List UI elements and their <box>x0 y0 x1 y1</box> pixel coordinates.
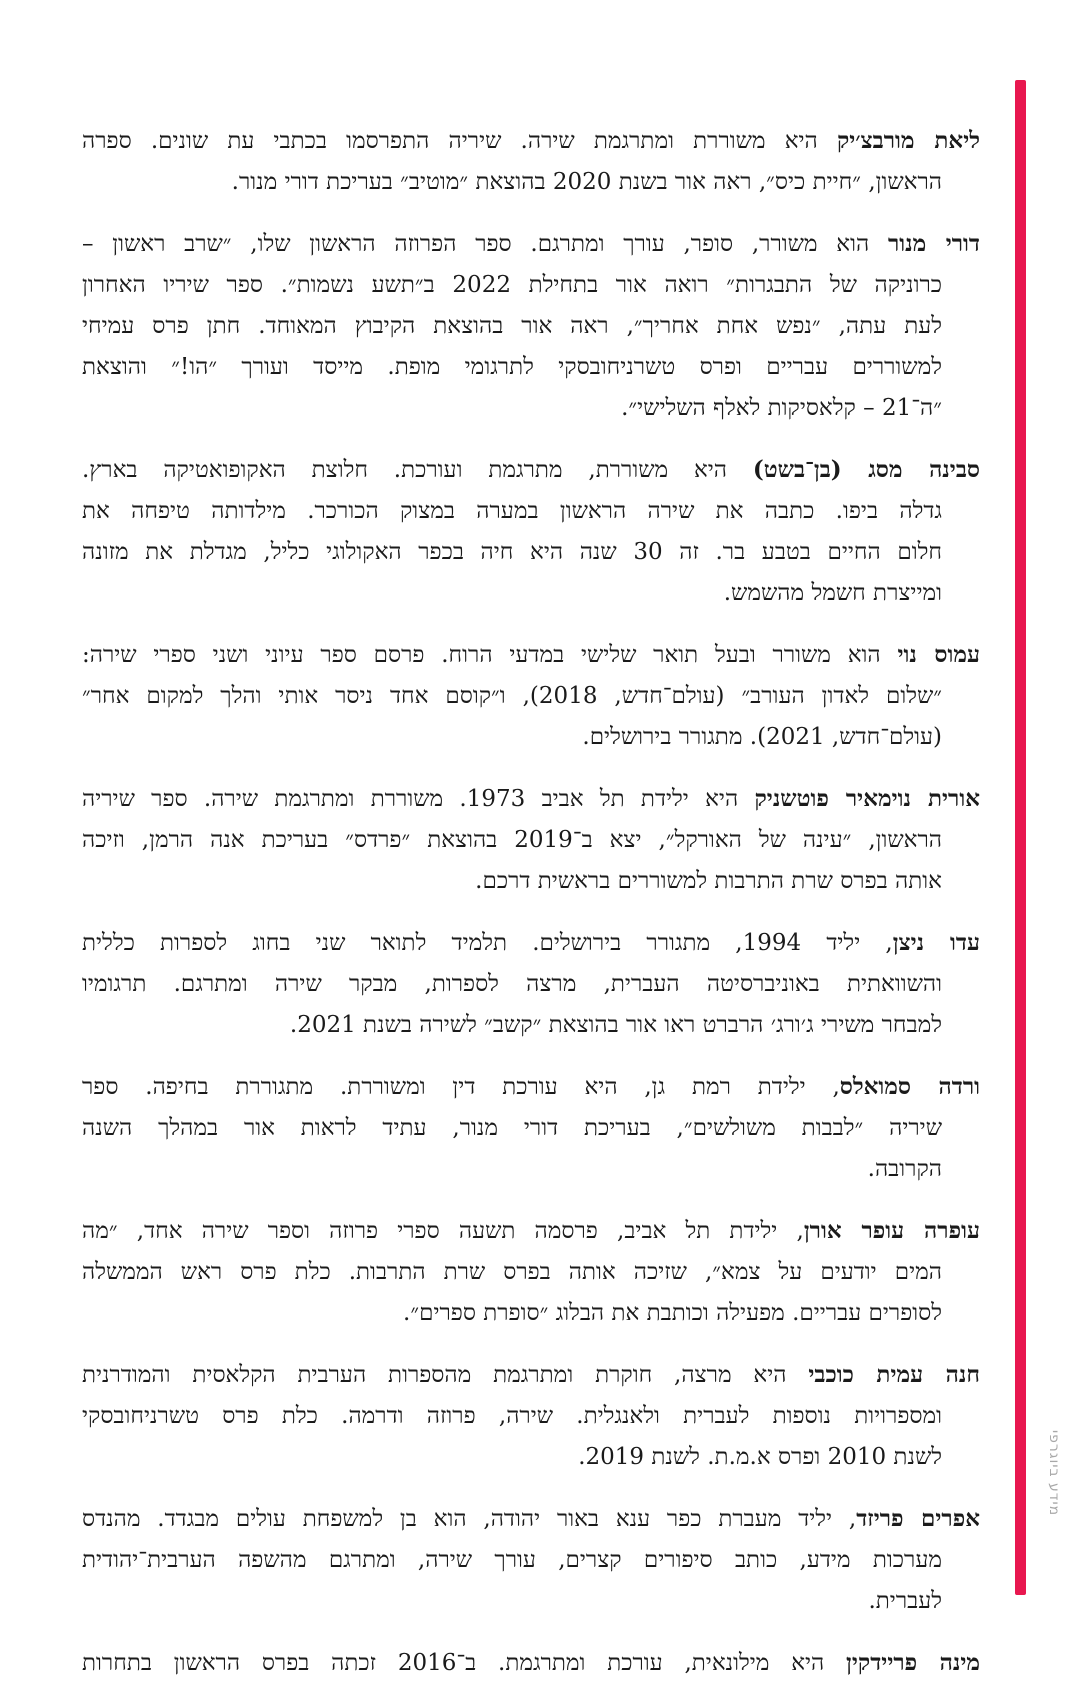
bio-line <box>82 347 980 388</box>
bio-line <box>82 1437 980 1478</box>
bio-line <box>82 676 980 717</box>
bio-name: עמוס נוי <box>897 641 980 668</box>
bio-paragraph <box>82 449 980 614</box>
bio-text: , יליד 1994, מתגורר בירושלים. תלמיד לתואר שני בחוג לספרות כללית <box>82 930 893 956</box>
bio-text: הראשון, ״חיית כיס״, ראה אור בשנת 2020 בהוצאת ״מוטיב״ בעריכת דורי מנור. <box>231 169 942 195</box>
bio-text: היא מרצה, חוקרת ומתרגמת מהספרות הערבית הקלאסית והמודרנית <box>82 1362 809 1388</box>
bio-paragraph <box>82 1354 980 1478</box>
bio-text: לסופרים עבריים. מפעילה וכותבת את הבלוג ״סופרת ספרים״. <box>403 1300 942 1326</box>
bio-line <box>82 717 980 758</box>
bio-text: אותה בפרס שרת התרבות למשוררים בראשית דרכם. <box>475 868 942 894</box>
bio-text: הראשון, ״עינה של האורקל״, יצא ב־2019 בהוצאת ״פרדס״ בעריכת אנה הרמן, וזיכה <box>82 827 942 853</box>
bio-text: הקרובה. <box>867 1156 942 1182</box>
bio-name: חנה עמית כוכבי <box>808 1361 981 1388</box>
bio-line <box>82 388 980 429</box>
bio-name: עופרה עופר אורן <box>803 1217 980 1244</box>
bio-line <box>82 778 980 820</box>
bio-line <box>82 1396 980 1437</box>
bio-text: לשנת 2010 ופרס א.מ.ת. לשנת 2019. <box>578 1444 942 1470</box>
bio-line <box>82 1108 980 1149</box>
bio-text: והשוואתית באוניברסיטה העברית, מרצה לספרות, מבקר שירה ומתרגם. תרגומיו <box>82 971 942 997</box>
bio-line <box>82 223 980 265</box>
bio-line <box>82 634 980 676</box>
bio-name: סבינה מסג (בן־בשט) <box>752 456 980 483</box>
bio-line <box>82 1252 980 1293</box>
bio-line <box>82 532 980 573</box>
bio-line <box>82 1581 980 1622</box>
bio-paragraph <box>82 778 980 902</box>
bio-name: ורדה סמואלס <box>839 1073 981 1100</box>
bio-line <box>82 964 980 1005</box>
bio-line <box>82 1642 980 1684</box>
bio-text: מערכות מידע, כותב סיפורים קצרים, עורך שירה, ומתרגם מהשפה הערבית־יהודית <box>82 1547 942 1573</box>
bio-text: חלום החיים בטבע בר. זה 30 שנה היא חיה בכפר האקולוגי כליל, מגדלת את מזונה <box>82 539 942 565</box>
bio-line <box>82 449 980 491</box>
bio-line <box>82 162 980 203</box>
margin-note: מידע ביוגרפי <box>1046 1430 1062 1517</box>
bio-text: כרוניקה של התבגרות״ רואה אור בתחילת 2022 ב״תשע נשמות״. ספר שיריו האחרון <box>82 272 943 298</box>
bio-line <box>82 120 980 162</box>
bio-name: אורית נוימאיר פוטשניק <box>754 785 980 812</box>
bio-text: היא מילונאית, עורכת ומתרגמת. ב־2016 זכתה בפרס הראשון בתחרות <box>82 1650 847 1676</box>
bio-paragraph <box>82 634 980 758</box>
bio-line <box>82 265 980 306</box>
bio-line <box>82 1149 980 1190</box>
bio-paragraph <box>82 120 980 203</box>
bio-paragraph <box>82 1210 980 1334</box>
bio-text: הוא משורר ובעל תואר שלישי במדעי הרוח. פרסם ספר עיוני ושני ספרי שירה: <box>82 642 898 668</box>
bio-text: המים יודעים על צמא״, שזיכה אותה בפרס שרת התרבות. כלת פרס ראש הממשלה <box>82 1259 942 1285</box>
bio-paragraph <box>82 1066 980 1190</box>
bio-text: למבחר משירי ג׳ורג׳ הרברט ראו אור בהוצאת ״קשב״ לשירה בשנת 2021. <box>289 1012 942 1038</box>
bio-text: הוא משורר, סופר, עורך ומתרגם. ספר הפרוזה הראשון שלו, ״שרב ראשון – <box>82 231 888 257</box>
bio-name: דורי מנור <box>887 230 980 257</box>
bio-line <box>82 1540 980 1581</box>
bio-line <box>82 1293 980 1334</box>
bio-text: היא משוררת, מתרגמת ועורכת. חלוצת האקופואטיקה בארץ. <box>82 457 753 483</box>
bio-text: ״ה־21 – קלאסיקות לאלף השלישי״. <box>621 395 942 421</box>
bio-line <box>82 1498 980 1540</box>
bio-line <box>82 1354 980 1396</box>
bio-list <box>82 120 980 1704</box>
bio-line <box>82 922 980 964</box>
bio-line <box>82 1005 980 1046</box>
bio-text: שיריה ״לבבות משולשים״, בעריכת דורי מנור, עתיד לראות אור במהלך השנה <box>82 1115 942 1141</box>
bio-text: , ילידת רמת גן, היא עורכת דין ומשוררת. מתגוררת בחיפה. ספר <box>82 1074 840 1100</box>
bio-text: , יליד מעברת כפר ענא באור יהודה, הוא בן למשפחת עולים מבגדד. מהנדס <box>82 1506 857 1532</box>
bio-text: למשוררים עבריים ופרס טשרניחובסקי לתרגומי מופת. מייסד ועורך ״הו!״ והוצאת <box>82 354 942 380</box>
red-margin-rule <box>1015 80 1026 1595</box>
bio-text: היא ילידת תל אביב 1973. משוררת ומתרגמת שירה. ספר שיריה <box>82 786 755 812</box>
bio-line <box>82 491 980 532</box>
bio-line <box>82 306 980 347</box>
bio-text: ומספרויות נוספות לעברית ולאנגלית. שירה, פרוזה ודרמה. כלת פרס טשרניחובסקי <box>82 1403 942 1429</box>
bio-name: אפרים פריזד <box>856 1505 981 1532</box>
bio-paragraph <box>82 223 980 429</box>
bio-line <box>82 1066 980 1108</box>
bio-line <box>82 820 980 861</box>
bio-line <box>82 1210 980 1252</box>
bio-text: היא משוררת ומתרגמת שירה. שיריה התפרסמו בכתבי עת שונים. ספרה <box>82 128 837 154</box>
bio-name: ליאת מורבצ׳יק <box>836 127 980 154</box>
bio-name: מינה פריידקין <box>846 1649 981 1676</box>
bio-line <box>82 861 980 902</box>
bio-text: לעת עתה, ״נפש אחת אחריך״, ראה אור בהוצאת הקיבוץ המאוחד. חתן פרס עמיחי <box>82 313 942 339</box>
bio-text: ומייצרת חשמל מהשמש. <box>723 580 942 606</box>
bio-paragraph <box>82 1642 980 1684</box>
bio-text: ״שלום לאדון העורב״ (עולם־חדש, 2018), ו״קוסם אחד ניסר אותי והלך למקום אחר״ <box>82 683 942 709</box>
bio-line <box>82 573 980 614</box>
bio-paragraph <box>82 922 980 1046</box>
bio-text: לעברית. <box>868 1588 942 1614</box>
bio-text: (עולם־חדש, 2021). מתגורר בירושלים. <box>582 724 942 750</box>
bio-paragraph <box>82 1498 980 1622</box>
bio-text: גדלה ביפו. כתבה את שירה הראשון במערה במצוק הכורכר. מילדותה טיפחה את <box>82 498 942 524</box>
bio-name: עדו ניצן <box>892 929 980 956</box>
bio-text: , ילידת תל אביב, פרסמה תשעה ספרי פרוזה וספר שירה אחד, ״מה <box>82 1218 804 1244</box>
